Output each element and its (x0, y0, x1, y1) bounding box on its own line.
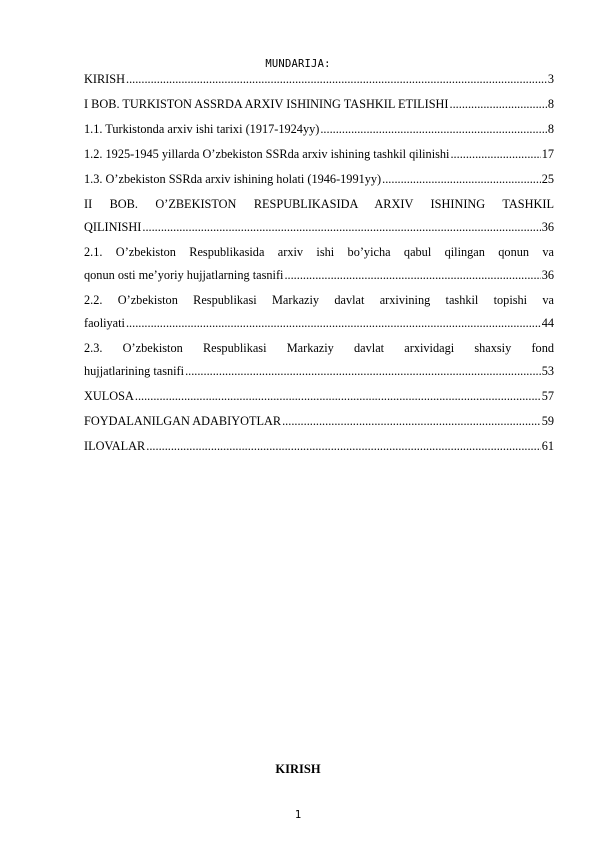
toc-entry-text-line1: II BOB. O’ZBEKISTON RESPUBLIKASIDA ARXIV ISHINING TASHKIL (84, 197, 554, 211)
toc-entry-text: 1.2. 1925-1945 yillarda O’zbekiston SSRda arxiv ishining tashkil qilinishi (84, 147, 450, 161)
dot-leader (126, 315, 541, 332)
toc-entry-text: faoliyati (84, 316, 125, 330)
toc-entry-adabiyotlar[interactable] (84, 413, 554, 438)
toc-entry-page: 59 (541, 414, 554, 428)
toc-entry-page: 25 (541, 172, 554, 186)
toc-entry-page: 3 (547, 72, 554, 86)
toc-entry-text-line1: 2.1. O’zbekiston Respublikasida arxiv ishi bo’yicha qabul qilingan qonun va (84, 245, 554, 259)
toc-entry-text: qonun osti me’yoriy hujjatlarning tasnifi (84, 268, 284, 282)
toc-entry-text-line1: 2.3. O’zbekiston Respublikasi Markaziy davlat arxividagi shaxsiy fond (84, 341, 554, 355)
toc-title: MUNDARIJA: (265, 58, 331, 70)
toc-entry-chapter-2[interactable] (84, 196, 554, 244)
dot-leader (320, 121, 547, 138)
dot-leader (450, 96, 547, 113)
toc-entry-text: ILOVALAR (84, 439, 146, 453)
toc-entry-page: 36 (541, 268, 554, 282)
section-heading: KIRISH (275, 762, 321, 776)
toc-entry-xulosa[interactable] (84, 388, 554, 413)
toc-entry-page: 53 (541, 364, 554, 378)
dot-leader (146, 438, 540, 455)
toc-entry-text: I BOB. TURKISTON ASSRDA ARXIV ISHINING TASHKIL ETILISHI (84, 97, 449, 111)
toc-entry-ilovalar[interactable] (84, 438, 554, 463)
table-of-contents (84, 71, 554, 463)
dot-leader (382, 171, 541, 188)
toc-entry-text: 1.3. O’zbekiston SSRda arxiv ishining holati (1946-1991yy) (84, 172, 382, 186)
toc-entry-page: 17 (541, 147, 554, 161)
toc-entry-page: 8 (547, 122, 554, 136)
toc-entry-text: KIRISH (84, 72, 125, 86)
toc-entry-text: XULOSA (84, 389, 134, 403)
toc-entry-text: hujjatlarining tasnifi (84, 364, 185, 378)
toc-entry-1-1[interactable] (84, 121, 554, 146)
toc-entry-2-2[interactable] (84, 292, 554, 340)
dot-leader (142, 219, 540, 236)
toc-entry-text: 1.1. Turkistonda arxiv ishi tarixi (1917-1924yy) (84, 122, 320, 136)
toc-entry-page: 61 (541, 439, 554, 453)
dot-leader (185, 363, 541, 380)
toc-entry-text-line1: 2.2. O’zbekiston Respublikasi Markaziy davlat arxivining tashkil topishi va (84, 293, 554, 307)
dot-leader (450, 146, 540, 163)
toc-entry-1-2[interactable] (84, 146, 554, 171)
toc-entry-page: 44 (541, 316, 554, 330)
toc-entry-page: 57 (541, 389, 554, 403)
toc-entry-1-3[interactable] (84, 171, 554, 196)
toc-entry-page: 36 (541, 220, 554, 234)
toc-entry-kirish[interactable] (84, 71, 554, 96)
toc-entry-2-3[interactable] (84, 340, 554, 388)
page-number: 1 (294, 809, 302, 821)
toc-entry-text: FOYDALANILGAN ADABIYOTLAR (84, 414, 282, 428)
dot-leader (284, 267, 540, 284)
dot-leader (135, 388, 541, 405)
toc-entry-text: QILINISHI (84, 220, 142, 234)
dot-leader (282, 413, 541, 430)
toc-entry-page: 8 (547, 97, 554, 111)
dot-leader (126, 71, 547, 88)
toc-entry-2-1[interactable] (84, 244, 554, 292)
toc-entry-chapter-1[interactable] (84, 96, 554, 121)
